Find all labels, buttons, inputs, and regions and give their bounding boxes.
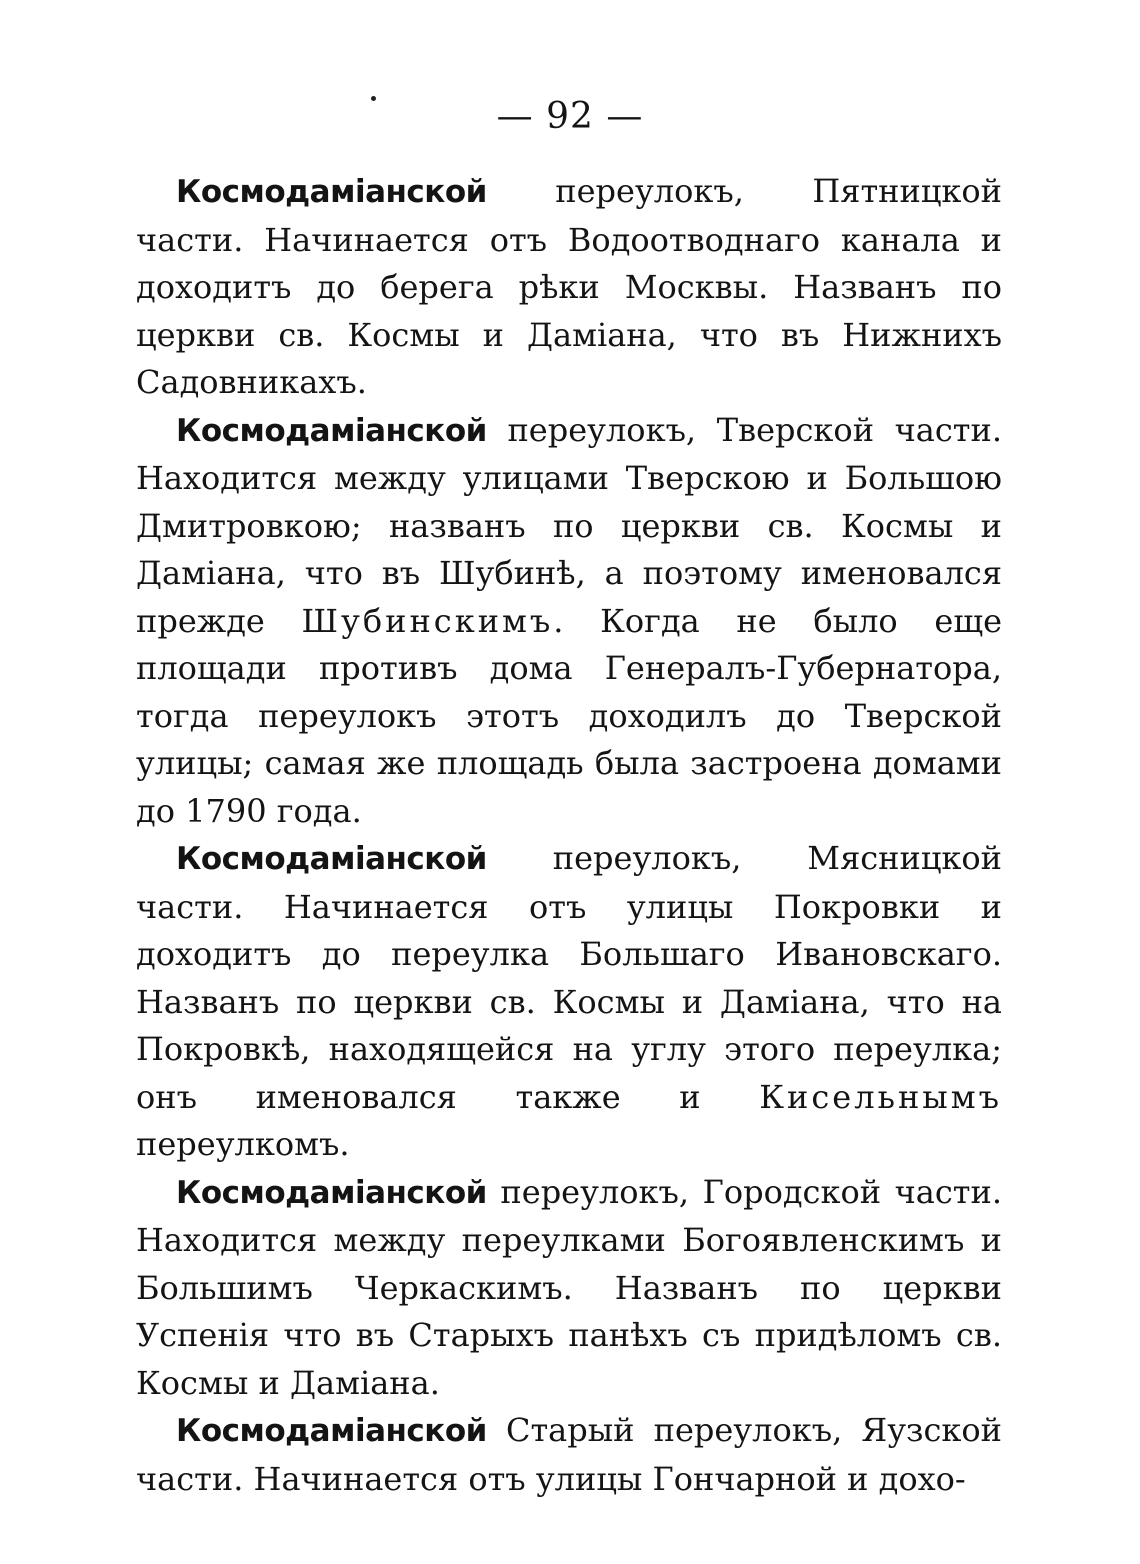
page-number: — 92 — (496, 96, 644, 137)
entry-spaced-term: Кисельнымъ (759, 1077, 1002, 1116)
page-body (136, 168, 1002, 1503)
entry-text: переулокъ, Мясницкой части. Начинается отъ улицы Покровки и доходитъ до переулка Большаго Ивановскаго. Названъ по церкви св. Космы и Даміана, что на Покровкѣ, находящейся на углу этого переулка; онъ именовался также и (136, 839, 1002, 1116)
entry-headword: Космодаміанской (176, 1413, 487, 1449)
entry-headword: Космодаміанской (176, 1174, 487, 1211)
entry-text-continued: . Когда не было еще площади противъ дома Генералъ-Губернатора, тогда переулокъ этотъ доходилъ до Тверской улицы; самая же площадь была застроена домами до 1790 года. (136, 601, 1002, 830)
entry-spaced-term: Шубинскимъ (301, 601, 554, 640)
entry-text: переулокъ, Пятницкой части. Начинается отъ Водоотводнаго канала и доходитъ до берега рѣки Москвы. Названъ по церкви св. Космы и Даміана, что въ Нижнихъ Садовникахъ. (136, 172, 1002, 401)
entry-yauzskaya (136, 1407, 1002, 1503)
entry-text: переулокъ, Городской части. Находится между переулками Богоявленскимъ и Большимъ Черкаскимъ. Названъ по церкви Успенія что въ Старыхъ панѣхъ съ придѣломъ св. Космы и Даміана. (136, 1172, 1002, 1402)
entry-myasnitskaya (136, 835, 1002, 1169)
entry-text-continued: переулкомъ. (136, 1125, 350, 1163)
entry-pyatnitskaya (136, 168, 1002, 407)
entry-headword: Космодаміанской (176, 841, 487, 877)
entry-text: Старый переулокъ, Яузской части. Начинается отъ улицы Гончарной и дохо- (136, 1411, 1002, 1498)
entry-headword: Космодаміанской (176, 412, 487, 449)
entry-gorodskaya (136, 1169, 1002, 1408)
entry-headword: Космодаміанской (176, 174, 487, 210)
entry-text: переулокъ, Тверской части. Находится между улицами Тверскою и Большою Дмитровкою; названъ по церкви св. Космы и Даміана, что въ Шубинѣ, а поэтому именовался прежде (136, 410, 1002, 640)
entry-tverskaya (136, 407, 1002, 836)
